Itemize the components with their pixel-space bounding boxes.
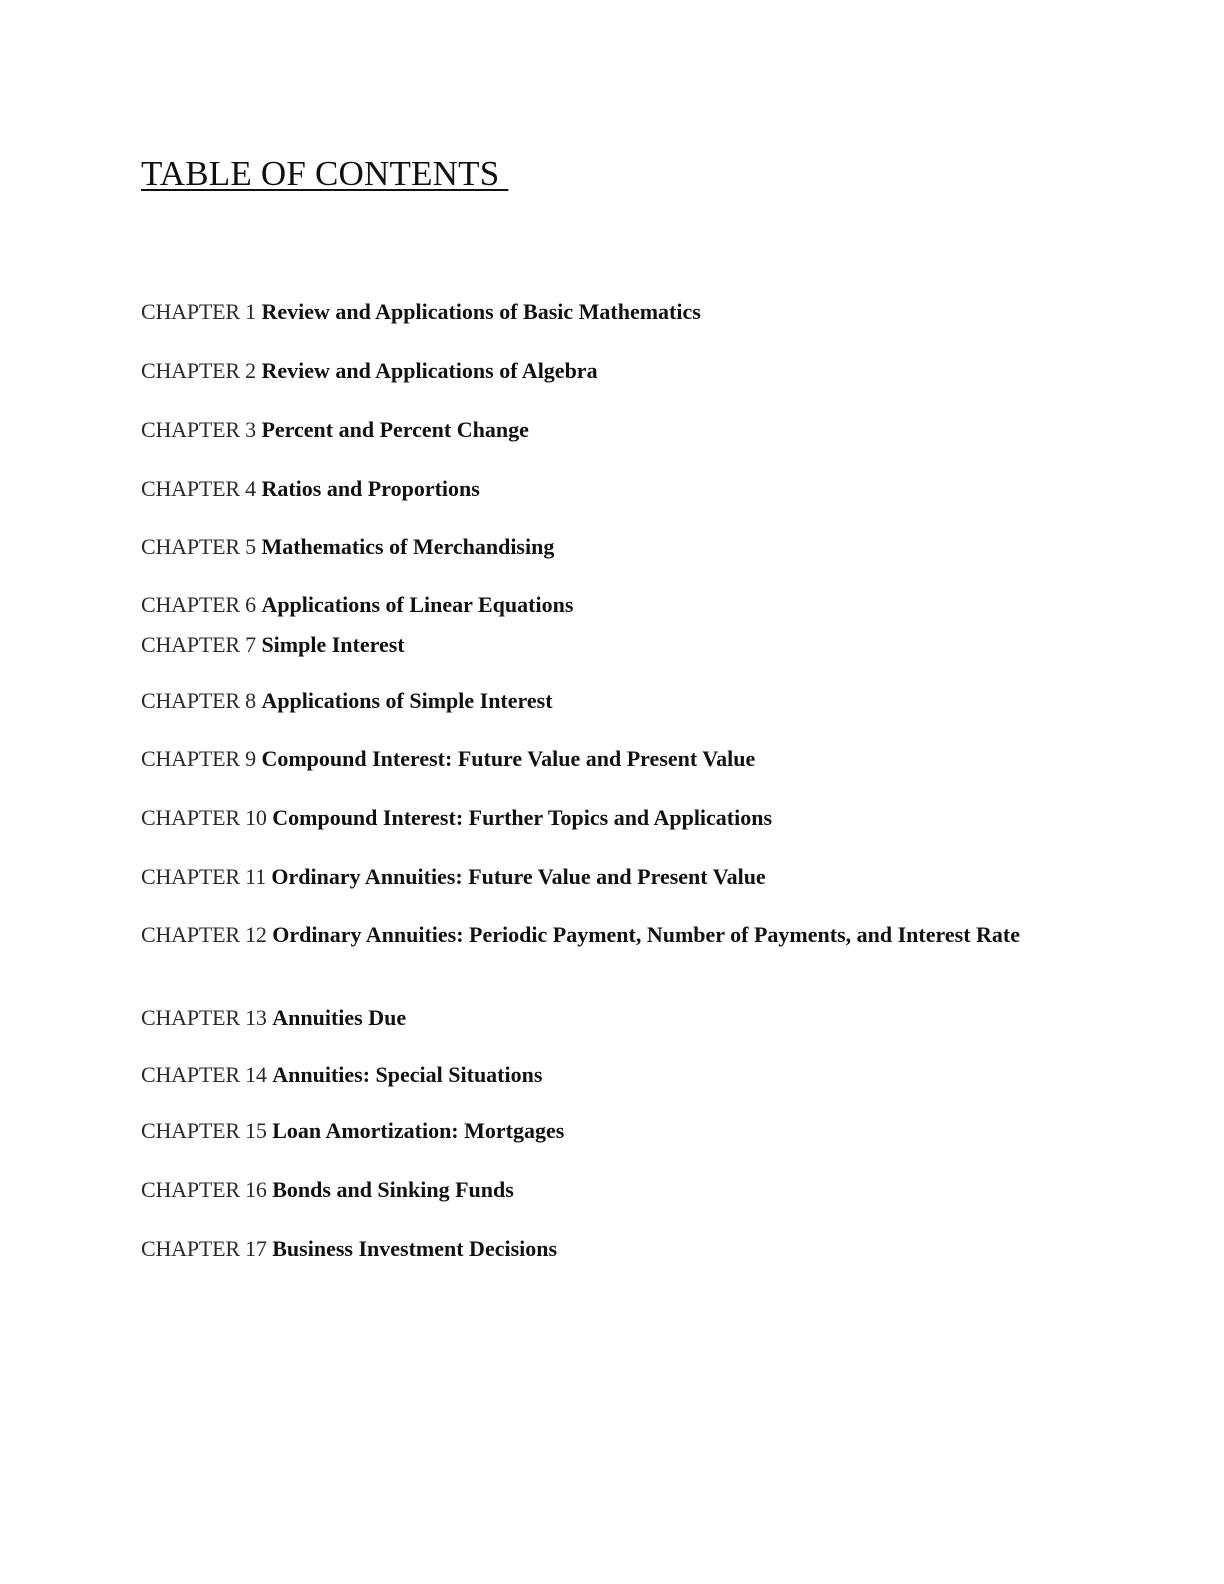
chapter-number: CHAPTER 11 [141,864,266,889]
chapter-title: Applications of Simple Interest [261,688,553,713]
chapter-number: CHAPTER 1 [141,299,256,324]
chapter-number: CHAPTER 12 [141,922,267,947]
toc-entry-9 [141,739,1061,779]
toc-entry-7 [141,625,1061,665]
toc-entry-4 [141,469,1061,509]
chapter-title: Applications of Linear Equations [261,592,574,617]
chapter-number: CHAPTER 5 [141,534,256,559]
chapter-title: Annuities Due [272,1005,407,1030]
chapter-number: CHAPTER 10 [141,805,267,830]
chapter-number: CHAPTER 9 [141,746,256,771]
toc-entry-2 [141,351,1061,391]
chapter-title: Review and Applications of Algebra [261,358,598,383]
toc-entry-12 [141,915,1061,955]
chapter-number: CHAPTER 13 [141,1005,267,1030]
toc-entry-15 [141,1111,1061,1151]
chapter-title: Ordinary Annuities: Future Value and Present Value [271,864,766,889]
chapter-title: Review and Applications of Basic Mathematics [261,299,701,324]
chapter-number: CHAPTER 8 [141,688,256,713]
chapter-title: Ratios and Proportions [261,476,480,501]
chapter-number: CHAPTER 16 [141,1177,267,1202]
page-title: TABLE OF CONTENTS [141,154,509,193]
toc-entry-14 [141,1055,1061,1095]
chapter-title: Compound Interest: Future Value and Present Value [261,746,756,771]
chapter-number: CHAPTER 15 [141,1118,267,1143]
chapter-number: CHAPTER 2 [141,358,256,383]
toc-entry-3 [141,410,1061,450]
chapter-title: Ordinary Annuities: Periodic Payment, Number of Payments, and Interest Rate [272,922,1020,947]
toc-entry-8 [141,681,1061,721]
chapter-title: Mathematics of Merchandising [261,534,555,559]
chapter-title: Bonds and Sinking Funds [272,1177,514,1202]
toc-entry-11 [141,857,1061,897]
chapter-number: CHAPTER 7 [141,632,256,657]
toc-entry-16 [141,1170,1061,1210]
chapter-title: Loan Amortization: Mortgages [272,1118,565,1143]
toc-entry-13 [141,998,1061,1038]
chapter-number: CHAPTER 17 [141,1236,267,1261]
chapter-title: Simple Interest [261,632,405,657]
chapter-number: CHAPTER 4 [141,476,256,501]
chapter-title: Business Investment Decisions [272,1236,558,1261]
chapter-title: Percent and Percent Change [261,417,529,442]
chapter-title: Annuities: Special Situations [272,1062,543,1087]
toc-entry-1 [141,292,1061,332]
chapter-number: CHAPTER 3 [141,417,256,442]
chapter-number: CHAPTER 14 [141,1062,267,1087]
chapter-title: Compound Interest: Further Topics and Applications [272,805,773,830]
toc-entry-17 [141,1229,1061,1269]
toc-entry-10 [141,798,1061,838]
toc-entry-5 [141,527,1061,567]
chapter-number: CHAPTER 6 [141,592,256,617]
toc-entry-6 [141,585,1061,625]
